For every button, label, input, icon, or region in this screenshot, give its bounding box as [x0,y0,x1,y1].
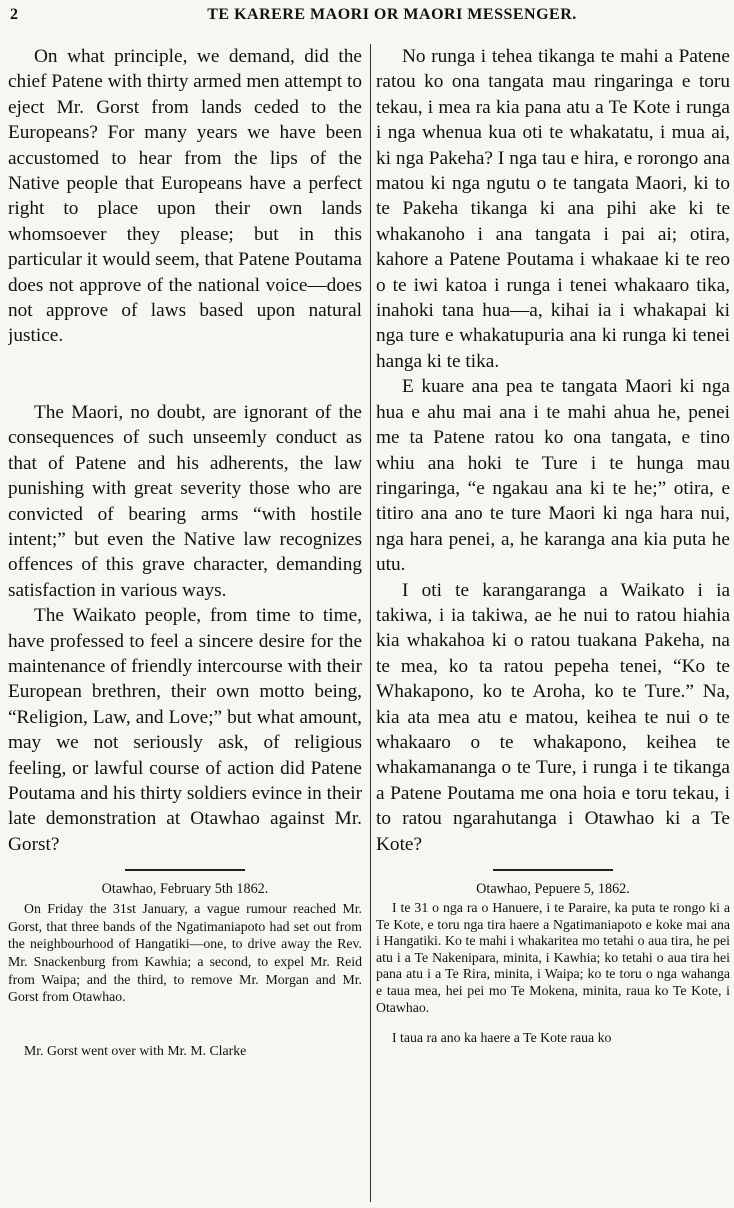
english-continuation: Mr. Gorst went over with Mr. M. Clarke [24,1042,247,1058]
column-divider [370,44,371,1202]
maori-dateline: Otawhao, Pepuere 5, 1862. [476,881,630,897]
paragraph-gap [8,349,362,400]
maori-continuation: I taua ra ano ka haere a Te Kote raua ko [392,1030,612,1046]
english-paragraph-3: The Waikato people, from time to time, have professed to feel a sincere desire for the maintenance of friendly intercourse with their European brethren, their own motto being, “Religion, Law, and Love;” but what amount, may we not seriously ask, of religious feeling, or lawful course of action did Patene Poutama and his thirty soldiers evince in their late demonstration at Otawhao against Mr. Gorst? [8,605,362,855]
english-report: On Friday the 31st January, a vague rumour reached Mr. Gorst, that three bands of the Ngatimaniapoto had set out from the neighbourhood of Hangatiki—one, to drive away the Rev. Mr. Snackenburg from Kawhia; a second, to expel Mr. Reid from Waipa; and the third, to remove Mr. Morgan and Mr. Gorst from Otawhao. [8,901,362,1005]
maori-paragraph-2: E kuare ana pea te tangata Maori ki nga hua e ahu mai ana i te mahi ahua he, penei me ta Patene ratou ko ona tangata, e tino whiu ana hoki te Ture i te hunga mau ringaringa, “e ngakau ana ki te he;” otira, e titiro ana ano te ture Maori ki nga hara nui, nga hara penei, a, he karanga ana kia puta he utu. [376,376,730,576]
maori-column [376,44,730,1202]
english-dateline: Otawhao, February 5th 1862. [101,881,269,898]
english-paragraph-1: On what principle, we demand, did the chief Patene with thirty armed men attempt to eject Mr. Gorst from lands ceded to the Europeans? For many years we have been accustomed to hear from the lips of the Native people that Europeans have a perfect right to place upon their own lands whomsoever they please; but in this particular it would seem, that Patene Poutama does not approve of the national voice—does not approve of laws based upon natural justice. [8,46,362,347]
maori-report: I te 31 o nga ra o Hanuere, i te Paraire, ka puta te rongo ki a Te Kote, e toru nga tira haere a Ngatimaniapoto e koke mai ana i Hangatiki. Ko te mahi i whakaritea mo tetahi o aua tira, he pei atu i a Te Nakenipara, minita, i Kawhia; ko tetahi o aua tira hei pana atu i a Te Rira, minita, i Waipa; ko te toru o nga wahanga e taua mea, hei pei mo Te Mokena, minita, raua ko Te Kote, i Otawhao. [376,900,730,1015]
maori-paragraph-3: I oti te karangaranga a Waikato i ia takiwa, i ia takiwa, ae he nui to ratou hiahia kia whakahoa ki o ratou tuakana Pakeha, na te mea, ko ta ratou pepeha tenei, “Ko te Whakapono, ko te Aroha, ko te Ture.” Na, kia ata mea atu e matou, keihea te nui o te whakaaro o te whakapono, keihea te whakamananga o te Ture, i runga i te tikanga a Patene Poutama me ona hoia e toru tekau, i to ratou ngarahutanga i Otawhao ki a Te Kote? [376,579,730,855]
report-gap [8,1006,362,1042]
section-rule [493,869,613,871]
running-head: TE KARERE MAORI OR MAORI MESSENGER. [207,6,577,23]
page-number: 2 [10,6,18,23]
english-paragraph-2: The Maori, no doubt, are ignorant of the consequences of such unseemly conduct as that of Patene and his adherents, the law punishing with great severity those who are convicted of bearing arms “with hostile intent;” but even the Native law recognizes offences of this grave character, demanding satisfaction in various ways. [8,401,362,601]
maori-paragraph-1: No runga i tehea tikanga te mahi a Patene ratou ko ona tangata mau ringaringa e toru tekau, i mea ra kia pana atu a Te Kote i runga i nga whenua kua oti te whakatatu, i mua ai, ki nga Pakeha? I nga tau e hira, e rorongo ana matou ki nga ngutu o te tangata Maori, ki to te Pakeha tikanga ki ana pihi ake ki te whakanoho i ana tangata i pai ai; otira, kahore a Patene Poutama i whakaae ki te reo o te iwi katoa i runga i tenei whakaaro tika, inahoki tana hua—a, kihai ia i whakapai ki nga ture e whakatupuria ana ki runga ki tenei hanga ki te tika. [376,46,730,372]
english-column [8,44,362,1202]
report-gap [376,1016,730,1030]
section-rule [125,869,245,871]
